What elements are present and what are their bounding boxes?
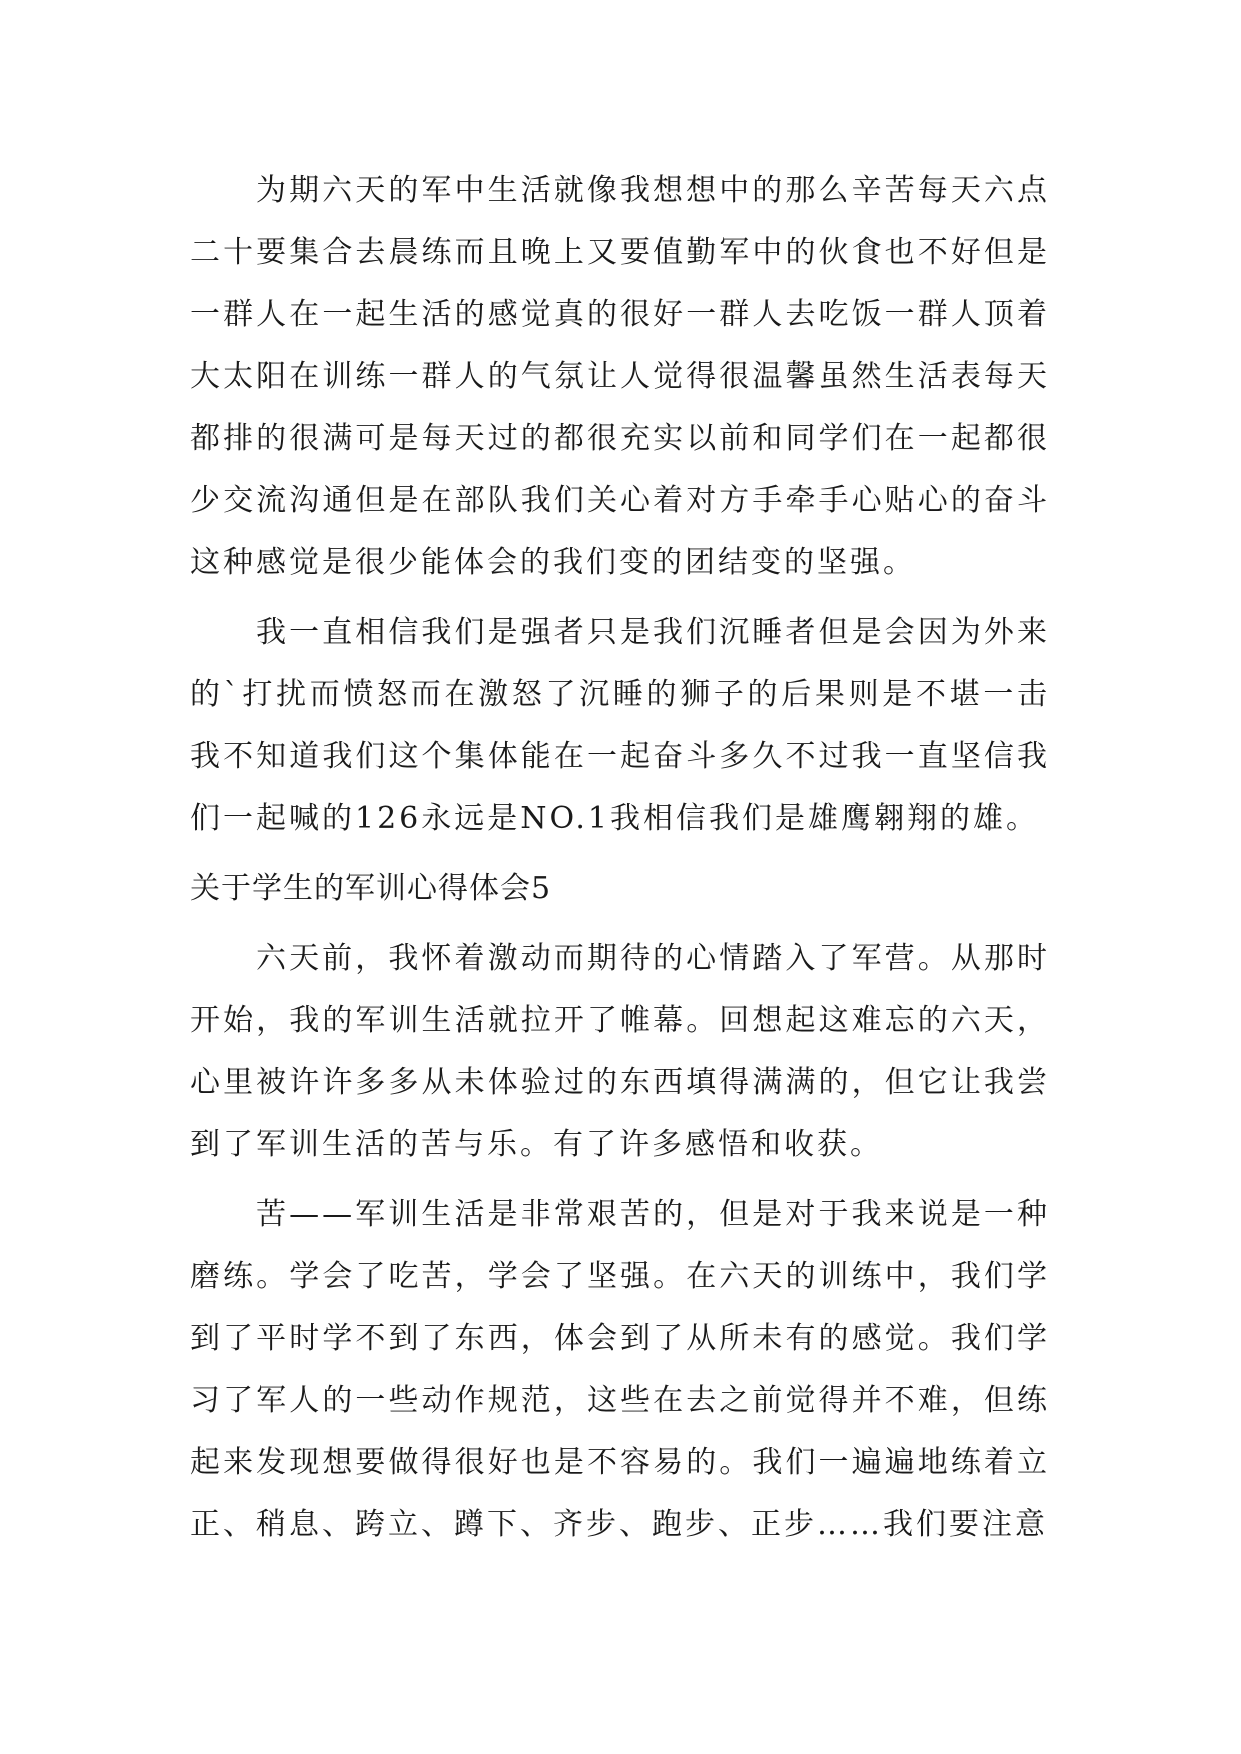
section-heading: 关于学生的军训心得体会5 xyxy=(190,871,552,906)
document-body xyxy=(190,160,1050,1564)
paragraph-hardship: 苦——军训生活是非常艰苦的，但是对于我来说是一种磨练。学会了吃苦，学会了坚强。在六天的训练中，我们学到了平时学不到了东西，体会到了从所未有的感觉。我们学习了军人的一些动作规范，这些在去之前觉得并不难，但练起来发现想要做得很好也是不容易的。我们一遍遍地练着立正、稍息、跨立、蹲下、齐步、跑步、正步……我们要注意 xyxy=(190,1197,1050,1542)
paragraph-six-days-ago: 六天前，我怀着激动而期待的心情踏入了军营。从那时开始，我的军训生活就拉开了帷幕。回想起这难忘的六天，心里被许许多多从未体验过的东西填得满满的，但它让我尝到了军训生活的苦与乐。有了许多感悟和收获。 xyxy=(190,941,1050,1162)
paragraph-military-life: 为期六天的军中生活就像我想想中的那么辛苦每天六点二十要集合去晨练而且晚上又要值勤军中的伙食也不好但是一群人在一起生活的感觉真的很好一群人去吃饭一群人顶着大太阳在训练一群人的气氛让人觉得很温馨虽然生活表每天都排的很满可是每天过的都很充实以前和同学们在一起都很少交流沟通但是在部队我们关心着对方手牵手心贴心的奋斗这种感觉是很少能体会的我们变的团结变的坚强。 xyxy=(190,173,1050,580)
paragraph-strong-ones: 我一直相信我们是强者只是我们沉睡者但是会因为外来的`打扰而愤怒而在激怒了沉睡的狮子的后果则是不堪一击我不知道我们这个集体能在一起奋斗多久不过我一直坚信我们一起喊的126永远是NO.1我相信我们是雄鹰翱翔的雄。 xyxy=(190,615,1050,836)
